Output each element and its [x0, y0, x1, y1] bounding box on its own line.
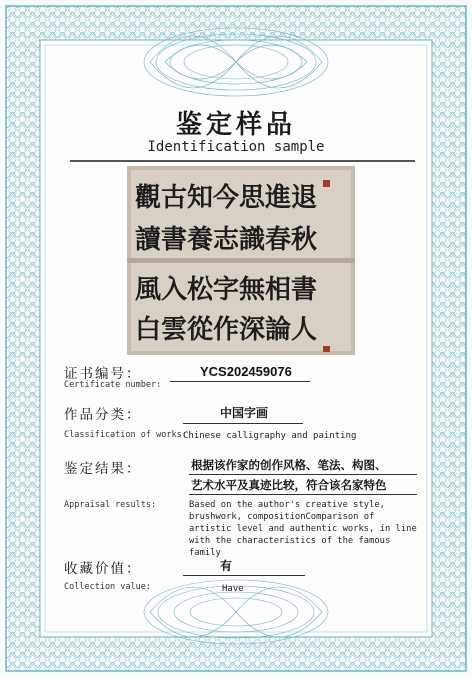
artwork-row3: 風入松字無相書: [135, 275, 318, 305]
title-english: Identification sample: [147, 139, 325, 155]
collection-value-underline: [183, 575, 305, 576]
artwork-row1: 觀古知今思進退: [135, 183, 318, 213]
classification-underline: [183, 423, 303, 424]
certificate-number-value: YCS202459076: [200, 364, 292, 379]
certificate-number-label-cn: 证书编号：: [64, 366, 142, 382]
classification-value-cn: 中国字画: [220, 406, 269, 420]
appraisal-value-cn-line1: 根据该作家的创作风格、笔法、构图、: [191, 458, 387, 472]
appraisal-label-cn: 鉴定结果：: [64, 461, 142, 477]
appraisal-label-en: Appraisal results:: [64, 500, 157, 510]
collection-value-label-cn: 收藏价值：: [64, 561, 142, 577]
appraisal-underline-2: [189, 494, 417, 495]
certificate-number-underline: [170, 381, 310, 382]
classification-label-cn: 作品分类：: [64, 407, 142, 423]
seal-stamp: [323, 180, 330, 187]
seal-stamp: [323, 346, 330, 352]
title-divider: [70, 160, 415, 162]
appraisal-underline-1: [189, 474, 417, 475]
certificate-number-label-en: Certificate number:: [64, 380, 162, 390]
appraisal-value-cn-line2: 艺术水平及真迹比较，符合该名家特色: [191, 478, 387, 492]
artwork-row2: 讀書養志識春秋: [135, 225, 318, 255]
collection-value-label-en: Collection value:: [64, 582, 151, 592]
artwork-row4: 白雲從作深論人: [135, 315, 318, 345]
artwork-photo: [127, 166, 355, 355]
calligraphy-image: [127, 166, 355, 355]
appraisal-value-en: Based on the author's creative style, brushwork, compositionComparison of artistic level and authentic works, in line with the characteristics of the famous family: [189, 500, 417, 558]
classification-value-en: Chinese calligraphy and painting: [183, 431, 357, 441]
title-chinese: 鉴定样品: [175, 110, 296, 140]
collection-value-en: Have: [222, 584, 244, 594]
classification-label-en: Classification of works:: [64, 430, 187, 440]
collection-value-cn: 有: [220, 559, 233, 573]
